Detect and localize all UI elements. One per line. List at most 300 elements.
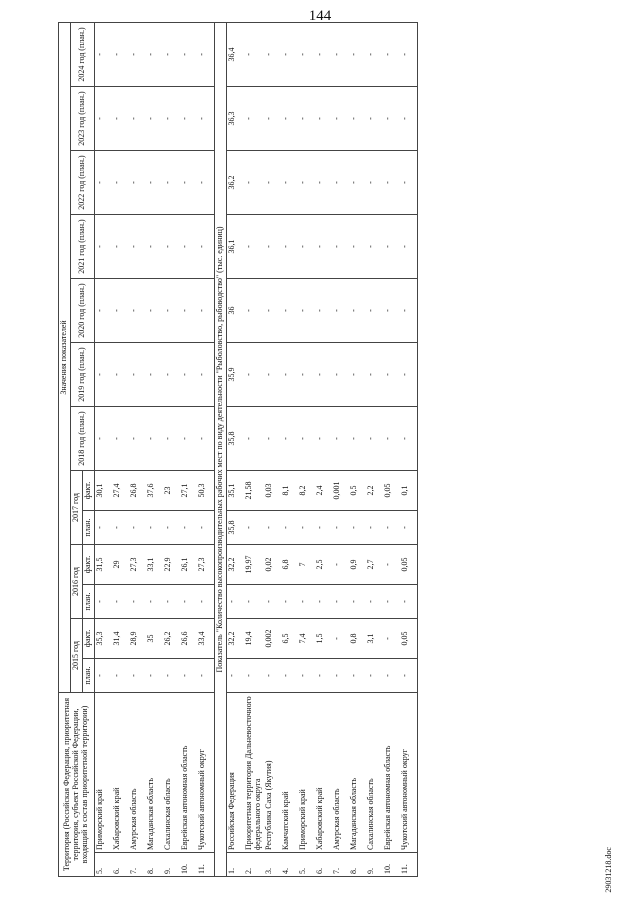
table-row	[226, 22, 244, 876]
value-cell: -	[281, 511, 298, 545]
value-cell: -	[298, 407, 315, 471]
value-cell: -	[400, 585, 418, 619]
value-cell: -	[383, 279, 400, 343]
value-cell: -	[180, 215, 197, 279]
value-cell: -	[112, 343, 129, 407]
row-number: 6.	[315, 853, 332, 877]
value-cell: -	[264, 151, 281, 215]
table-row	[366, 22, 383, 876]
indicator-table	[58, 22, 418, 877]
value-cell: -	[349, 151, 366, 215]
value-cell: -	[298, 343, 315, 407]
table-row	[264, 22, 281, 876]
plan-header: план.	[82, 659, 94, 693]
value-cell: -	[366, 407, 383, 471]
value-cell: -	[244, 585, 264, 619]
value-cell: -	[197, 659, 215, 693]
value-cell: 33,1	[146, 545, 163, 585]
value-cell: -	[383, 215, 400, 279]
value-cell: -	[315, 22, 332, 86]
value-cell: -	[400, 279, 418, 343]
value-cell: -	[112, 22, 129, 86]
value-cell: 19,97	[244, 545, 264, 585]
table-row	[349, 22, 366, 876]
value-cell: -	[129, 659, 146, 693]
year-2018-header: 2018 год (план.)	[70, 407, 94, 471]
value-cell: 2,2	[366, 471, 383, 511]
value-cell: -	[366, 151, 383, 215]
value-cell: 0,002	[264, 619, 281, 659]
value-cell: 19,4	[244, 619, 264, 659]
value-cell: -	[180, 22, 197, 86]
value-cell: -	[366, 279, 383, 343]
value-cell: -	[112, 215, 129, 279]
value-cell: -	[332, 22, 349, 86]
value-cell: -	[180, 511, 197, 545]
year-2017-header: 2017 год	[70, 471, 82, 545]
value-cell: 0,8	[349, 619, 366, 659]
value-cell: -	[244, 22, 264, 86]
value-cell: -	[383, 619, 400, 659]
value-cell: 27,3	[129, 545, 146, 585]
value-cell: -	[180, 151, 197, 215]
value-cell: -	[332, 619, 349, 659]
value-cell: 31,5	[94, 545, 112, 585]
value-cell: -	[281, 659, 298, 693]
value-cell: -	[197, 511, 215, 545]
table-row	[163, 22, 180, 876]
value-cell: 26,2	[163, 619, 180, 659]
value-cell: 0,1	[400, 471, 418, 511]
value-cell: -	[94, 215, 112, 279]
value-cell: -	[163, 87, 180, 151]
year-2022-header: 2022 год (план.)	[70, 151, 94, 215]
value-cell: -	[332, 585, 349, 619]
value-cell: -	[163, 279, 180, 343]
territory-name: Сахалинская область	[366, 693, 383, 853]
value-cell: -	[94, 659, 112, 693]
row-number: 6.	[112, 853, 129, 877]
value-cell: -	[349, 511, 366, 545]
value-cell: -	[180, 87, 197, 151]
value-cell: -	[298, 151, 315, 215]
value-cell: 35,9	[226, 343, 244, 407]
value-cell: -	[349, 215, 366, 279]
value-cell: -	[197, 279, 215, 343]
value-cell: -	[366, 511, 383, 545]
territory-name: Республика Саха (Якутия)	[264, 693, 281, 853]
value-cell: -	[129, 343, 146, 407]
table-body-top	[94, 22, 214, 876]
value-cell: -	[94, 511, 112, 545]
year-2015-header: 2015 год	[70, 619, 82, 693]
territory-name: Еврейская автономная область	[383, 693, 400, 853]
value-cell: -	[366, 585, 383, 619]
value-cell: -	[383, 343, 400, 407]
territory-name: Приоритетная территория Дальневосточного федерального округа	[244, 693, 264, 853]
value-cell: 6,5	[281, 619, 298, 659]
value-cell: -	[129, 407, 146, 471]
value-cell: -	[197, 585, 215, 619]
value-cell: 26,8	[129, 471, 146, 511]
value-cell: -	[315, 87, 332, 151]
territory-name: Сахалинская область	[163, 693, 180, 853]
row-number: 2.	[244, 853, 264, 877]
value-cell: -	[383, 87, 400, 151]
value-cell: -	[163, 22, 180, 86]
value-cell: -	[366, 659, 383, 693]
row-number: 11.	[400, 853, 418, 877]
value-cell: 30,1	[94, 471, 112, 511]
table-row	[383, 22, 400, 876]
value-cell: -	[315, 151, 332, 215]
value-cell: -	[163, 511, 180, 545]
value-cell: -	[400, 511, 418, 545]
value-cell: 0,02	[264, 545, 281, 585]
page-number: 144	[308, 8, 332, 24]
table-row	[400, 22, 418, 876]
row-number: 9.	[366, 853, 383, 877]
value-cell: -	[315, 659, 332, 693]
year-2020-header: 2020 год (план.)	[70, 279, 94, 343]
value-cell: 23	[163, 471, 180, 511]
value-cell: 35,1	[226, 471, 244, 511]
row-number: 8.	[146, 853, 163, 877]
value-cell: 22,9	[163, 545, 180, 585]
value-cell: -	[146, 407, 163, 471]
value-cell: -	[112, 511, 129, 545]
value-cell: -	[94, 343, 112, 407]
value-cell: -	[129, 215, 146, 279]
value-cell: -	[264, 22, 281, 86]
value-cell: -	[400, 659, 418, 693]
value-cell: -	[94, 585, 112, 619]
indicator-values-header: Значения показателей	[59, 22, 71, 692]
value-cell: 6,8	[281, 545, 298, 585]
fact-header: факт.	[82, 471, 94, 511]
value-cell: -	[264, 511, 281, 545]
value-cell: 33,4	[197, 619, 215, 659]
value-cell: 27,3	[197, 545, 215, 585]
value-cell: -	[146, 215, 163, 279]
value-cell: 0,001	[332, 471, 349, 511]
value-cell: 2,4	[315, 471, 332, 511]
value-cell: -	[197, 22, 215, 86]
value-cell: -	[264, 585, 281, 619]
value-cell: -	[349, 87, 366, 151]
value-cell: -	[244, 279, 264, 343]
value-cell: -	[281, 585, 298, 619]
value-cell: 37,6	[146, 471, 163, 511]
value-cell: -	[112, 279, 129, 343]
row-number: 5.	[298, 853, 315, 877]
value-cell: -	[400, 22, 418, 86]
value-cell: -	[163, 585, 180, 619]
territory-name: Амурская область	[332, 693, 349, 853]
territory-name: Приморский край	[298, 693, 315, 853]
territory-name: Приморский край	[94, 693, 112, 853]
table-row	[315, 22, 332, 876]
value-cell: -	[400, 343, 418, 407]
table-row	[94, 22, 112, 876]
row-number: 3.	[264, 853, 281, 877]
value-cell: -	[298, 659, 315, 693]
value-cell: -	[129, 279, 146, 343]
territory-name: Российская Федерация	[226, 693, 244, 853]
value-cell: -	[146, 659, 163, 693]
territory-name: Хабаровский край	[315, 693, 332, 853]
year-2021-header: 2021 год (план.)	[70, 215, 94, 279]
value-cell: -	[400, 151, 418, 215]
value-cell: -	[383, 659, 400, 693]
value-cell: -	[244, 215, 264, 279]
value-cell: 0,03	[264, 471, 281, 511]
value-cell: -	[244, 659, 264, 693]
value-cell: 32,2	[226, 545, 244, 585]
value-cell: 2,5	[315, 545, 332, 585]
value-cell: 28,9	[129, 619, 146, 659]
value-cell: -	[332, 545, 349, 585]
value-cell: -	[264, 215, 281, 279]
row-number: 1.	[226, 853, 244, 877]
value-cell: -	[264, 279, 281, 343]
value-cell: -	[315, 279, 332, 343]
row-number: 10.	[383, 853, 400, 877]
value-cell: -	[146, 151, 163, 215]
value-cell: 36,4	[226, 22, 244, 86]
value-cell: -	[281, 343, 298, 407]
value-cell: 7,4	[298, 619, 315, 659]
row-number: 4.	[281, 853, 298, 877]
table-row	[129, 22, 146, 876]
value-cell: -	[332, 659, 349, 693]
value-cell: 3,1	[366, 619, 383, 659]
value-cell: -	[315, 585, 332, 619]
value-cell: -	[332, 215, 349, 279]
value-cell: 8,1	[281, 471, 298, 511]
value-cell: -	[244, 343, 264, 407]
value-cell: -	[112, 659, 129, 693]
value-cell: -	[180, 279, 197, 343]
territory-name: Хабаровский край	[112, 693, 129, 853]
value-cell: -	[94, 407, 112, 471]
value-cell: 2,7	[366, 545, 383, 585]
territory-name: Камчатский край	[281, 693, 298, 853]
value-cell: -	[94, 151, 112, 215]
value-cell: -	[298, 22, 315, 86]
value-cell: -	[383, 22, 400, 86]
value-cell: 27,4	[112, 471, 129, 511]
territory-name: Еврейская автономная область	[180, 693, 197, 853]
value-cell: -	[197, 87, 215, 151]
table-row	[281, 22, 298, 876]
value-cell: -	[94, 22, 112, 86]
value-cell: -	[400, 87, 418, 151]
year-2016-header: 2016 год	[70, 545, 82, 619]
value-cell: 32,2	[226, 619, 244, 659]
territory-name: Магаданская область	[349, 693, 366, 853]
plan-header: план.	[82, 511, 94, 545]
value-cell: -	[129, 87, 146, 151]
value-cell: -	[366, 22, 383, 86]
value-cell: -	[281, 151, 298, 215]
value-cell: 36,1	[226, 215, 244, 279]
value-cell: -	[146, 87, 163, 151]
value-cell: -	[244, 407, 264, 471]
value-cell: -	[281, 22, 298, 86]
value-cell: -	[180, 659, 197, 693]
rotated-table-area	[58, 27, 578, 877]
value-cell: -	[244, 511, 264, 545]
value-cell: 0,05	[400, 545, 418, 585]
value-cell: -	[315, 407, 332, 471]
value-cell: -	[180, 407, 197, 471]
value-cell: -	[281, 87, 298, 151]
value-cell: -	[315, 343, 332, 407]
value-cell: -	[197, 343, 215, 407]
value-cell: -	[298, 87, 315, 151]
value-cell: -	[281, 215, 298, 279]
value-cell: -	[332, 343, 349, 407]
value-cell: 7	[298, 545, 315, 585]
value-cell: -	[298, 585, 315, 619]
value-cell: 36	[226, 279, 244, 343]
value-cell: -	[146, 279, 163, 343]
value-cell: -	[163, 215, 180, 279]
value-cell: -	[112, 87, 129, 151]
value-cell: -	[366, 343, 383, 407]
row-number: 7.	[332, 853, 349, 877]
value-cell: -	[332, 511, 349, 545]
fact-header: факт.	[82, 619, 94, 659]
value-cell: -	[94, 87, 112, 151]
value-cell: -	[315, 215, 332, 279]
value-cell: 0,9	[349, 545, 366, 585]
value-cell: -	[112, 151, 129, 215]
territory-name: Чукотский автономный округ	[197, 693, 215, 853]
value-cell: -	[264, 343, 281, 407]
value-cell: -	[349, 343, 366, 407]
value-cell: -	[298, 279, 315, 343]
value-cell: -	[180, 585, 197, 619]
table-row	[332, 22, 349, 876]
value-cell: -	[383, 407, 400, 471]
territory-name: Амурская область	[129, 693, 146, 853]
table-row	[146, 22, 163, 876]
value-cell: -	[129, 585, 146, 619]
value-cell: 35	[146, 619, 163, 659]
value-cell: -	[281, 279, 298, 343]
value-cell: -	[332, 87, 349, 151]
territory-name: Магаданская область	[146, 693, 163, 853]
value-cell: -	[332, 407, 349, 471]
value-cell: -	[349, 279, 366, 343]
territory-header: Территория (Российская Федерация, приоритетная территория, субъект Российской Федерации, входящий в состав приоритетной территории)	[59, 693, 95, 877]
value-cell: -	[281, 407, 298, 471]
value-cell: -	[112, 407, 129, 471]
value-cell: -	[226, 659, 244, 693]
value-cell: -	[366, 87, 383, 151]
table-row	[180, 22, 197, 876]
row-number: 8.	[349, 853, 366, 877]
plan-header: план.	[82, 585, 94, 619]
value-cell: -	[146, 511, 163, 545]
value-cell: 26,6	[180, 619, 197, 659]
value-cell: -	[332, 151, 349, 215]
value-cell: 50,3	[197, 471, 215, 511]
year-2023-header: 2023 год (план.)	[70, 87, 94, 151]
value-cell: -	[383, 585, 400, 619]
value-cell: -	[146, 22, 163, 86]
row-number: 9.	[163, 853, 180, 877]
value-cell: -	[383, 545, 400, 585]
value-cell: 29	[112, 545, 129, 585]
row-number: 5.	[94, 853, 112, 877]
value-cell: -	[163, 407, 180, 471]
value-cell: -	[400, 407, 418, 471]
value-cell: 0,5	[349, 471, 366, 511]
territory-name: Чукотский автономный округ	[400, 693, 418, 853]
value-cell: -	[226, 585, 244, 619]
value-cell: -	[383, 151, 400, 215]
fact-header: факт.	[82, 545, 94, 585]
value-cell: -	[146, 585, 163, 619]
value-cell: 26,1	[180, 545, 197, 585]
year-2019-header: 2019 год (план.)	[70, 343, 94, 407]
table-row	[244, 22, 264, 876]
value-cell: -	[197, 215, 215, 279]
row-number: 7.	[129, 853, 146, 877]
value-cell: 8,2	[298, 471, 315, 511]
row-number: 10.	[180, 853, 197, 877]
section-title: Показатель "Количество высокопроизводительных рабочих мест по виду деятельности "Рыболовство, рыбоводство" (тыс. единиц)	[214, 22, 226, 876]
value-cell: 36,2	[226, 151, 244, 215]
value-cell: -	[298, 511, 315, 545]
value-cell: -	[349, 659, 366, 693]
value-cell: 35,8	[226, 407, 244, 471]
value-cell: -	[163, 659, 180, 693]
table-body-bottom	[226, 22, 417, 876]
value-cell: -	[129, 511, 146, 545]
value-cell: -	[197, 407, 215, 471]
value-cell: 35,3	[94, 619, 112, 659]
row-number: 11.	[197, 853, 215, 877]
table-row	[298, 22, 315, 876]
value-cell: 1,5	[315, 619, 332, 659]
value-cell: -	[146, 343, 163, 407]
value-cell: -	[400, 215, 418, 279]
table-row	[197, 22, 215, 876]
value-cell: 0,05	[400, 619, 418, 659]
value-cell: -	[264, 87, 281, 151]
value-cell: -	[264, 659, 281, 693]
value-cell: -	[197, 151, 215, 215]
value-cell: 36,3	[226, 87, 244, 151]
document-code: 29031218.doc	[604, 847, 613, 893]
table-row	[112, 22, 129, 876]
value-cell: -	[264, 407, 281, 471]
value-cell: -	[163, 151, 180, 215]
value-cell: 35,8	[226, 511, 244, 545]
value-cell: -	[298, 215, 315, 279]
value-cell: -	[129, 151, 146, 215]
value-cell: -	[180, 343, 197, 407]
value-cell: -	[94, 279, 112, 343]
year-2024-header: 2024 год (план.)	[70, 22, 94, 86]
value-cell: -	[244, 151, 264, 215]
value-cell: -	[349, 585, 366, 619]
value-cell: -	[112, 585, 129, 619]
